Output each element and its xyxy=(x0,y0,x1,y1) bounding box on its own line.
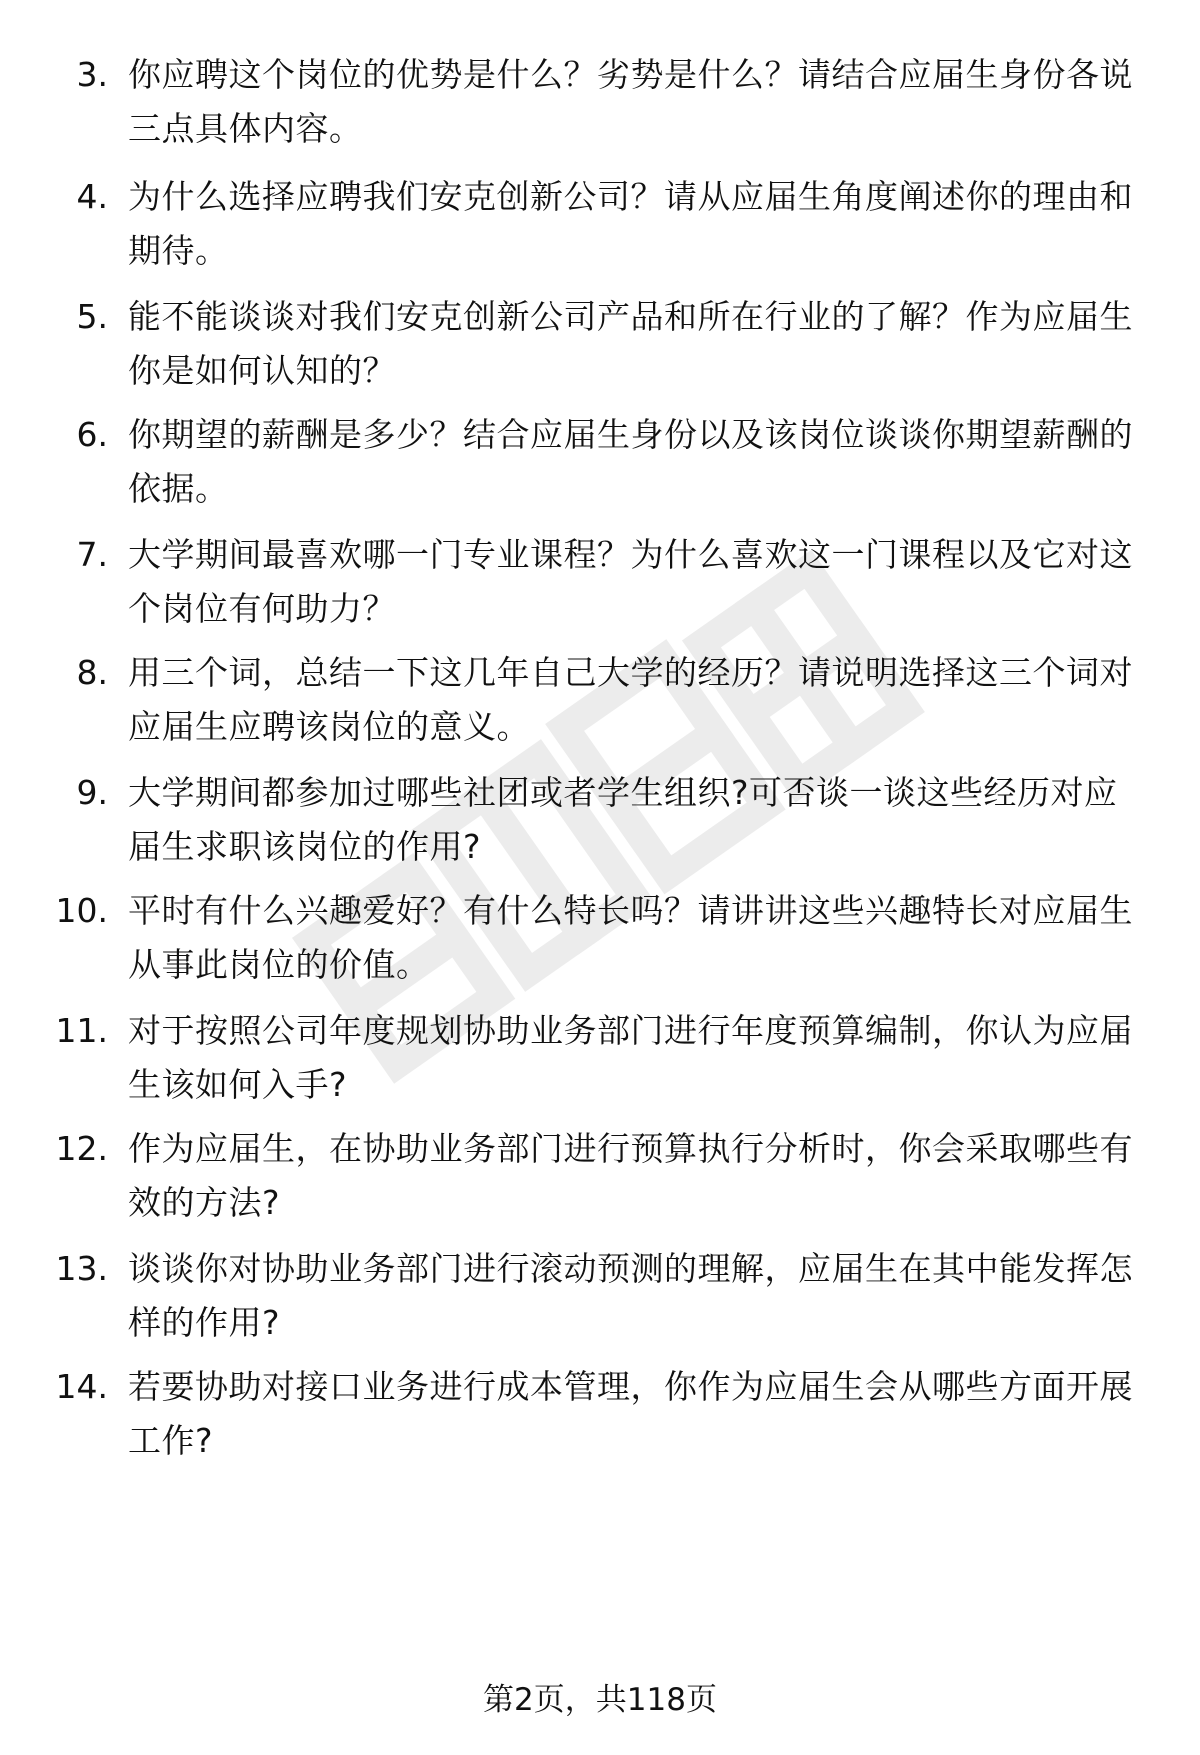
list-item xyxy=(0,1004,1200,1114)
question-number: 11. xyxy=(55,1011,108,1050)
question-text: 若要协助对接口业务进行成本管理，你作为应届生会从哪些方面开展工作? xyxy=(128,1367,1133,1460)
list-item xyxy=(0,48,1200,158)
question-text: 作为应届生，在协助业务部门进行预算执行分析时，你会采取哪些有效的方法? xyxy=(128,1129,1133,1222)
page-number-footer: 第2页，共118页 xyxy=(483,1682,717,1718)
question-number: 9. xyxy=(76,773,108,812)
question-number: 4. xyxy=(76,177,108,216)
list-item xyxy=(0,170,1200,280)
question-number: 5. xyxy=(76,297,108,336)
list-item xyxy=(0,1122,1200,1232)
list-item xyxy=(0,646,1200,756)
question-text: 你期望的薪酬是多少？结合应届生身份以及该岗位谈谈你期望薪酬的依据。 xyxy=(128,415,1133,508)
question-number: 8. xyxy=(76,653,108,692)
question-text: 你应聘这个岗位的优势是什么？劣势是什么？请结合应届生身份各说三点具体内容。 xyxy=(128,55,1133,148)
question-text: 大学期间都参加过哪些社团或者学生组织?可否谈一谈这些经历对应届生求职该岗位的作用? xyxy=(128,773,1118,866)
list-item xyxy=(0,1360,1200,1470)
question-number: 3. xyxy=(76,55,108,94)
question-text: 能不能谈谈对我们安克创新公司产品和所在行业的了解？作为应届生你是如何认知的？ xyxy=(128,297,1133,390)
question-number: 14. xyxy=(55,1367,108,1406)
question-number: 12. xyxy=(55,1129,108,1168)
question-text: 为什么选择应聘我们安克创新公司？请从应届生角度阐述你的理由和期待。 xyxy=(128,177,1133,270)
question-text: 谈谈你对协助业务部门进行滚动预测的理解，应届生在其中能发挥怎样的作用? xyxy=(128,1249,1133,1342)
list-item xyxy=(0,884,1200,994)
list-item xyxy=(0,408,1200,518)
question-number: 6. xyxy=(76,415,108,454)
question-text: 用三个词，总结一下这几年自己大学的经历？请说明选择这三个词对应届生应聘该岗位的意义。 xyxy=(128,653,1133,746)
list-item xyxy=(0,1242,1200,1352)
question-text: 大学期间最喜欢哪一门专业课程？为什么喜欢这一门课程以及它对这个岗位有何助力？ xyxy=(128,535,1133,628)
list-item xyxy=(0,528,1200,638)
question-number: 13. xyxy=(55,1249,108,1288)
question-text: 平时有什么兴趣爱好？有什么特长吗？请讲讲这些兴趣特长对应届生从事此岗位的价值。 xyxy=(128,891,1133,984)
question-number: 10. xyxy=(55,891,108,930)
list-item xyxy=(0,766,1200,876)
list-item xyxy=(0,290,1200,400)
question-text: 对于按照公司年度规划协助业务部门进行年度预算编制，你认为应届生该如何入手? xyxy=(128,1011,1133,1104)
question-number: 7. xyxy=(76,535,108,574)
